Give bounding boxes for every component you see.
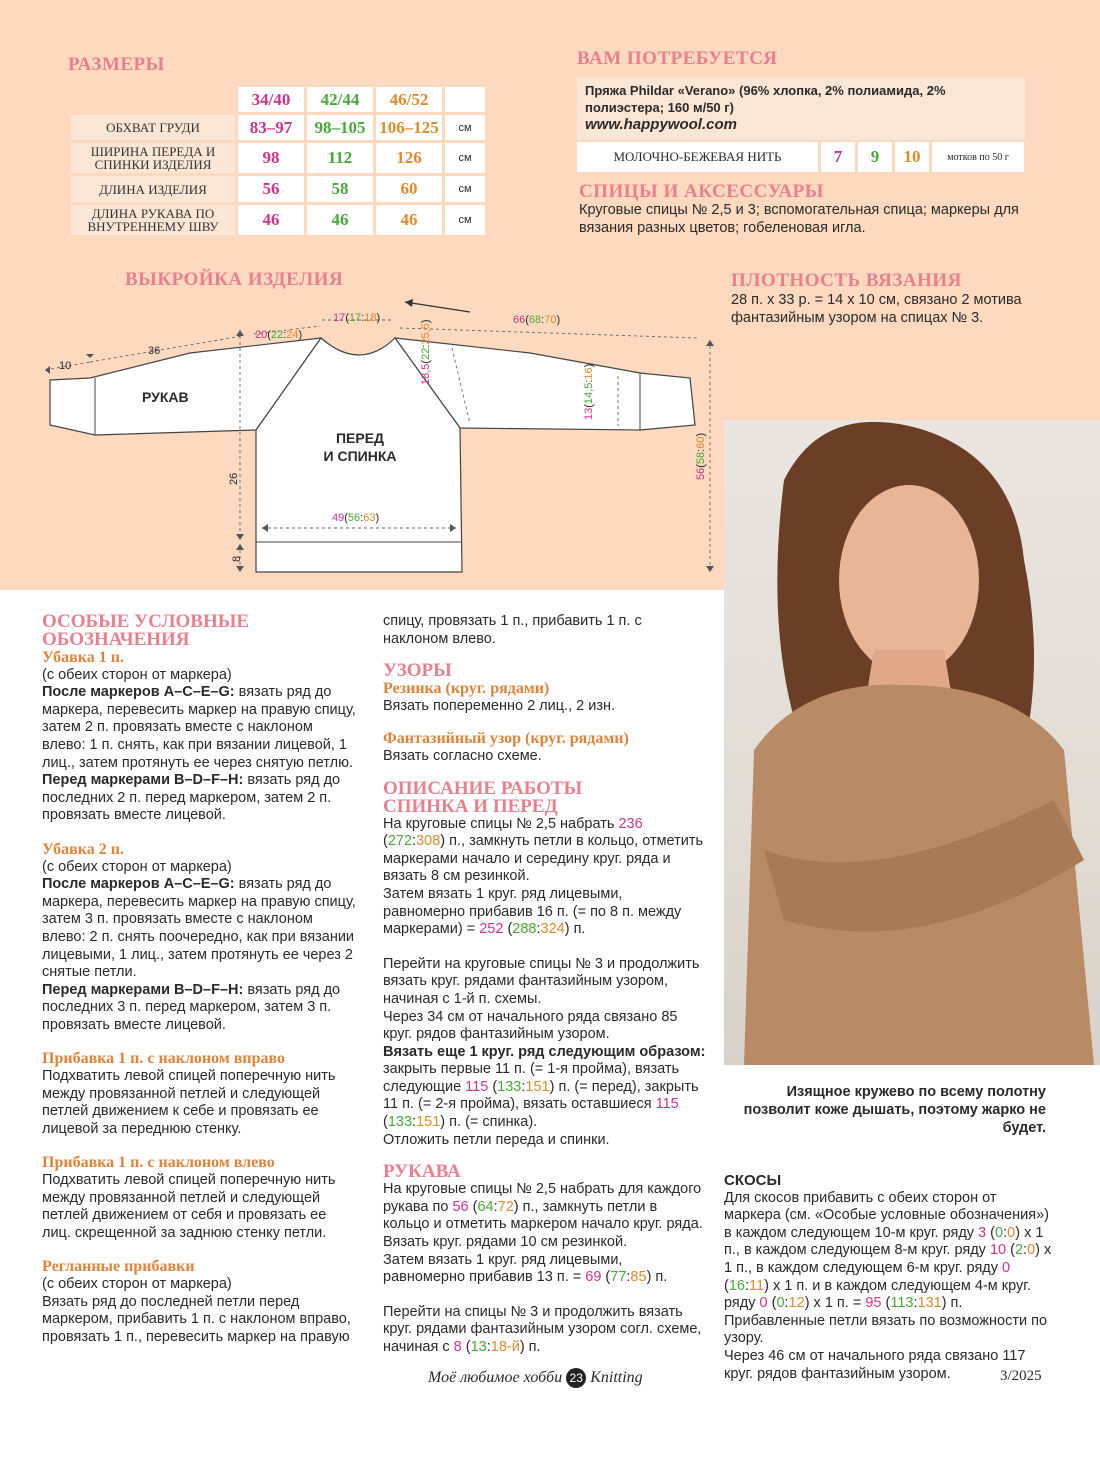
size-unit: см [445,205,485,235]
size-value: 46 [376,205,442,235]
size-row-label: ШИРИНА ПЕРЕДА И СПИНКИ ИЗДЕЛИЯ [71,143,235,173]
body-label: ПЕРЕД И СПИНКА [323,430,397,464]
needles-title: СПИЦЫ И АКСЕССУАРЫ [579,181,824,202]
dec2-a: После маркеров A–C–E–G: вязать ряд до маркера, перевесить маркер на правую спицу, затем 3 п. провязать вместе с наклоном влево: 2 п. снять поочередно, как при вязании лицевыми, 1 лиц., затем протянуть ее через 2 снятые петли. [42,876,356,981]
photo-caption: Изящное кружево по всему полотну позволит коже дышать, поэтому жарко не будет. [743,1084,1046,1136]
sizes-table [68,84,488,238]
raglan-text: Вязать ряд до последней петли перед маркером, прибавить 1 п. с наклоном вправо, провязать 1 п., перевесить маркер на правую [42,1293,351,1345]
dec1-title: Убавка 1 п. [42,649,124,666]
body-pattern: Перейти на круговые спицы № 3 и продолжить вязать круг. рядами фантазийным узором, начиная с 1-й п. схемы. [383,955,700,1007]
sleeve-pattern: Перейти на спицы № 3 и продолжить вязать круг. рядами фантазийным узором согл. схеме, начиная с 8 (13:18-й) п. [383,1303,702,1355]
model-photo [724,420,1100,1065]
dim-sleeve-length: 66(68:70) [513,314,561,326]
size-value: 112 [307,143,373,173]
yarn-amount-row [577,142,1024,172]
dec1-a: После маркеров A–C–E–G: вязать ряд до маркера, перевесить маркер на правую спицу, затем 2 п. провязать вместе с наклоном влево: 1 п. снять, как при вязании лицевой, 1 лиц., затем протянуть ее через снятую петлю. [42,684,356,771]
yarn-unit: мотков по 50 г [932,142,1024,172]
yarn-color-name: МОЛОЧНО-БЕЖЕВАЯ НИТЬ [577,142,818,172]
dim-body-height: 26 [228,472,240,485]
sleeves-title: РУКАВА [383,1161,461,1183]
size-header-1: 34/40 [238,87,304,112]
bevel-note: Прибавленные петли вязать по возможности по узору. [724,1312,1048,1347]
yarn-url: www.happywool.com [585,116,737,133]
sleeve-label: РУКАВ [142,389,189,405]
dim-armhole: 18,5(22:25,5) [420,319,432,385]
size-row-label: ОБХВАТ ГРУДИ [71,115,235,140]
gauge-text: 28 п. х 33 р. = 14 х 10 см, связано 2 мотива фантазийным узором на спицах № 3. [731,292,1022,326]
yarn-amount: 7 [821,142,855,172]
dim-sleeve-top: 36 [148,345,161,357]
dim-total-length: 56(58:60) [695,432,707,480]
sleeve-cast-on: На круговые спицы № 2,5 набрать для каждого рукава по 56 (64:72) п., замкнуть петли в кольцо и отметить маркером начало круг. ряда. Вязать круг. рядами 10 см резинкой. [383,1181,703,1251]
sizes-title: РАЗМЕРЫ [68,54,165,75]
bevel-rows: Через 46 см от начального ряда связано 117 круг. рядов фантазийным узором. [724,1347,1026,1382]
bevel-title: СКОСЫ [724,1172,782,1189]
raglan-continued: спицу, провязать 1 п., прибавить 1 п. с наклоном влево. [383,613,642,647]
body-set-aside: Отложить петли переда и спинки. [383,1131,610,1148]
needles-text: Круговые спицы № 2,5 и 3; вспомогательная спица; маркеры для вязания разных цветов; гобеленовая игла. [579,202,1019,236]
incR-title: Прибавка 1 п. с наклоном вправо [42,1050,286,1068]
size-value: 60 [376,176,442,202]
dec2-b: Перед маркерами B–D–F–H: вязать ряд до последних 3 п. перед маркером, затем 3 п. провязать вместе лицевой. [42,981,341,1033]
size-value: 126 [376,143,442,173]
body-increase: Затем вязать 1 круг. ряд лицевыми, равномерно прибавив 16 п. (= по 8 п. между маркерами) = 252 (288:324) п. [383,885,682,938]
patterns-title: УЗОРЫ [383,660,452,682]
size-unit: см [445,176,485,202]
size-value: 56 [238,176,304,202]
schematic-title: ВЫКРОЙКА ИЗДЕЛИЯ [125,269,344,290]
issue-number: 3/2025 [1000,1368,1042,1384]
size-unit: см [445,115,485,140]
size-unit: см [445,143,485,173]
yarn-amount: 10 [895,142,929,172]
incL-text: Подхватить левой спицей поперечную нить между провязанной петлей и следующей петлей движением от себя и провязать ее лиц. скрещенной за заднюю стенку петли. [42,1172,336,1241]
dec2-title: Убавка 2 п. [42,840,124,858]
size-value: 83–97 [238,115,304,140]
dim-cuff: 10 [59,360,72,372]
rib-text: Вязать попеременно 2 лиц., 2 изн. [383,697,615,714]
size-row-label: ДЛИНА ИЗДЕЛИЯ [71,176,235,202]
incR-text: Подхватить левой спицей поперечную нить между провязанной петлей и следующей петлей движением к себе и провязать ее лицевой за переднюю стенку. [42,1068,336,1137]
dim-sleeve-width: 13(14,5:16) [583,363,595,420]
body-armholes: Вязать еще 1 круг. ряд следующим образом: закрыть первые 11 п. (= 1-я пройма), вязать следующие 115 (133:151) п. (= перед), закрыть 11 п. (= 2-я пройма), вязать оставшиеся 115 (133:151) п. (= спинка). [383,1043,706,1131]
size-value: 98–105 [307,115,373,140]
size-row-label: ДЛИНА РУКАВА ПО ВНУТРЕННЕМУ ШВУ [71,205,235,235]
yarn-box [577,78,1025,140]
size-header-3: 46/52 [376,87,442,112]
notation-title: ОСОБЫЕ УСЛОВНЫЕ ОБОЗНАЧЕНИЯ [42,611,250,650]
dim-body-width: 49(56:63) [332,512,380,524]
body-cast-on: На круговые спицы № 2,5 набрать 236 (272:308) п., замкнуть петли в кольцо, отметить маркерами начало и середину круг. ряда и вязать 8 см резинкой. [383,815,704,885]
size-value: 58 [307,176,373,202]
yarn-amount: 9 [858,142,892,172]
dec1-sub: (с обеих сторон от маркера) [42,666,232,683]
size-value: 46 [307,205,373,235]
dec2-sub: (с обеих сторон от маркера) [42,858,232,875]
size-header-2: 42/44 [307,87,373,112]
gauge-background [722,340,1100,420]
materials-title: ВАМ ПОТРЕБУЕТСЯ [577,48,778,69]
dim-raglan: 20(22:24) [255,329,303,341]
size-value: 98 [238,143,304,173]
size-value: 106–125 [376,115,442,140]
dim-rib: 8 [231,555,243,562]
yarn-description: Пряжа Phildar «Verano» (96% хлопка, 2% полиамида, 2% полиэстера; 160 м/50 г) [585,83,946,115]
bevel-column [724,1172,1054,1383]
gauge-title: ПЛОТНОСТЬ ВЯЗАНИЯ [731,270,962,291]
incL-title: Прибавка 1 п. с наклоном влево [42,1154,275,1172]
fancy-title: Фантазийный узор (круг. рядами) [383,730,629,748]
footer-brand: Моё любимое хобби 23 Knitting [428,1369,643,1386]
body-rows: Через 34 см от начального ряда связано 85 круг. рядов фантазийным узором. [383,1008,678,1043]
bevel-text: Для скосов прибавить с обеих сторон от маркера (см. «Особые условные обозначения») в каждом следующем 10-м круг. ряду 3 (0:0) х 1 п., в каждом следующем 8-м круг. ряду 10 (2:0) х 1 п., в каждом следующем 6-м круг. ряду 0 (16:11) х 1 п. и в каждом следующем 4-м круг. ряду 0 (0:12) х 1 п. = 95 (113:131) п. [724,1189,1052,1312]
work-column [383,613,707,1357]
raglan-sub: (с обеих сторон от маркера) [42,1276,232,1292]
rib-title: Резинка (круг. рядами) [383,680,550,698]
dim-neck: 17(17:18) [333,312,381,324]
fancy-text: Вязать согласно схеме. [383,747,542,764]
page-number: 23 [566,1368,586,1388]
raglan-title: Регланные прибавки [42,1258,195,1276]
dec1-b: Перед маркерами B–D–F–H: вязать ряд до последних 2 п. перед маркером, затем 2 п. провязать вместе лицевой. [42,772,341,824]
work-title: ОПИСАНИЕ РАБОТЫ СПИНКА И ПЕРЕД [383,777,583,817]
notation-column [42,613,358,1346]
sleeve-increase: Затем вязать 1 круг. ряд лицевыми, равномерно прибавив 13 п. = 69 (77:85) п. [383,1251,668,1286]
size-value: 46 [238,205,304,235]
